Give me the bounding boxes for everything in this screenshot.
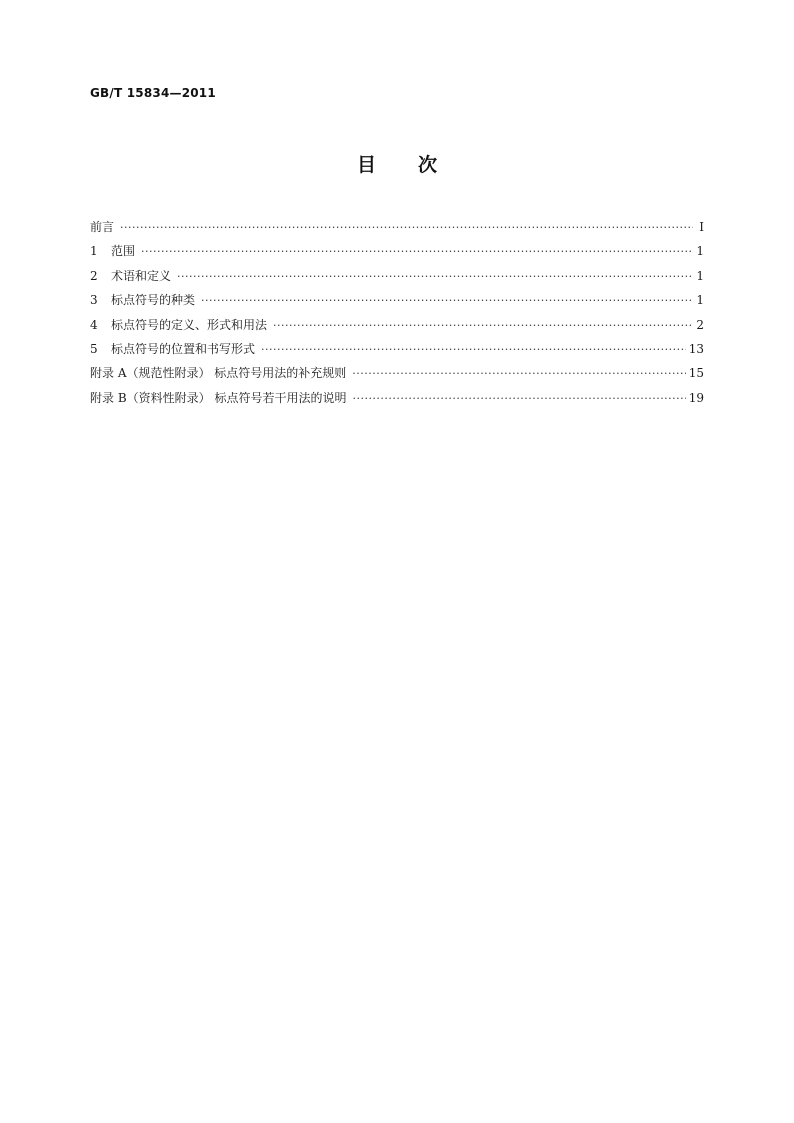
toc-entry-position[interactable] xyxy=(90,340,704,364)
standard-code: GB/T 15834—2011 xyxy=(90,86,216,100)
dot-leader xyxy=(352,367,685,380)
toc-entry-number: 4 xyxy=(90,317,98,332)
toc-entry-label: 附录 B（资料性附录） 标点符号若干用法的说明 xyxy=(90,390,347,405)
toc-entry-page: 1 xyxy=(696,293,704,308)
toc-entry-label: 标点符号的定义、形式和用法 xyxy=(111,317,268,332)
toc-entry-page: 13 xyxy=(688,341,704,356)
toc-entry-number: 2 xyxy=(90,268,98,283)
toc-entry-label: 范围 xyxy=(111,244,136,259)
toc-entry-label: 标点符号的种类 xyxy=(111,293,196,308)
toc-entry-number: 5 xyxy=(90,341,98,356)
toc-entry-number: 1 xyxy=(90,244,98,259)
toc-entry-appendix-b[interactable] xyxy=(90,389,704,413)
dot-leader xyxy=(352,392,685,405)
toc-entry-number: 3 xyxy=(90,293,98,308)
toc-entry-page: 15 xyxy=(688,366,704,381)
toc-entry-foreword[interactable] xyxy=(90,218,704,242)
toc-entry-label: 标点符号的位置和书写形式 xyxy=(111,341,256,356)
dot-leader xyxy=(201,294,693,307)
dot-leader xyxy=(120,221,693,234)
toc-entry-types[interactable] xyxy=(90,291,704,315)
dot-leader xyxy=(261,343,686,356)
title-char-1: 目 xyxy=(356,154,376,176)
toc-entry-appendix-a[interactable] xyxy=(90,364,704,388)
toc-entry-page: Ⅰ xyxy=(699,220,704,234)
toc-entry-page: 19 xyxy=(688,390,704,405)
title-char-2: 次 xyxy=(418,154,438,176)
toc-entry-label: 术语和定义 xyxy=(111,268,172,283)
toc-entry-page: 1 xyxy=(696,268,704,283)
toc-entry-definitions[interactable] xyxy=(90,316,704,340)
toc-entry-label: 前言 xyxy=(90,220,115,234)
dot-leader xyxy=(177,270,693,283)
toc-entry-page: 2 xyxy=(696,317,704,332)
dot-leader xyxy=(141,245,693,258)
toc-entry-label: 附录 A（规范性附录） 标点符号用法的补充规则 xyxy=(90,366,347,381)
page-title xyxy=(0,150,794,177)
toc-entry-scope[interactable] xyxy=(90,242,704,266)
table-of-contents xyxy=(90,218,704,413)
dot-leader xyxy=(273,319,693,332)
toc-entry-page: 1 xyxy=(696,244,704,259)
toc-entry-terms[interactable] xyxy=(90,267,704,291)
